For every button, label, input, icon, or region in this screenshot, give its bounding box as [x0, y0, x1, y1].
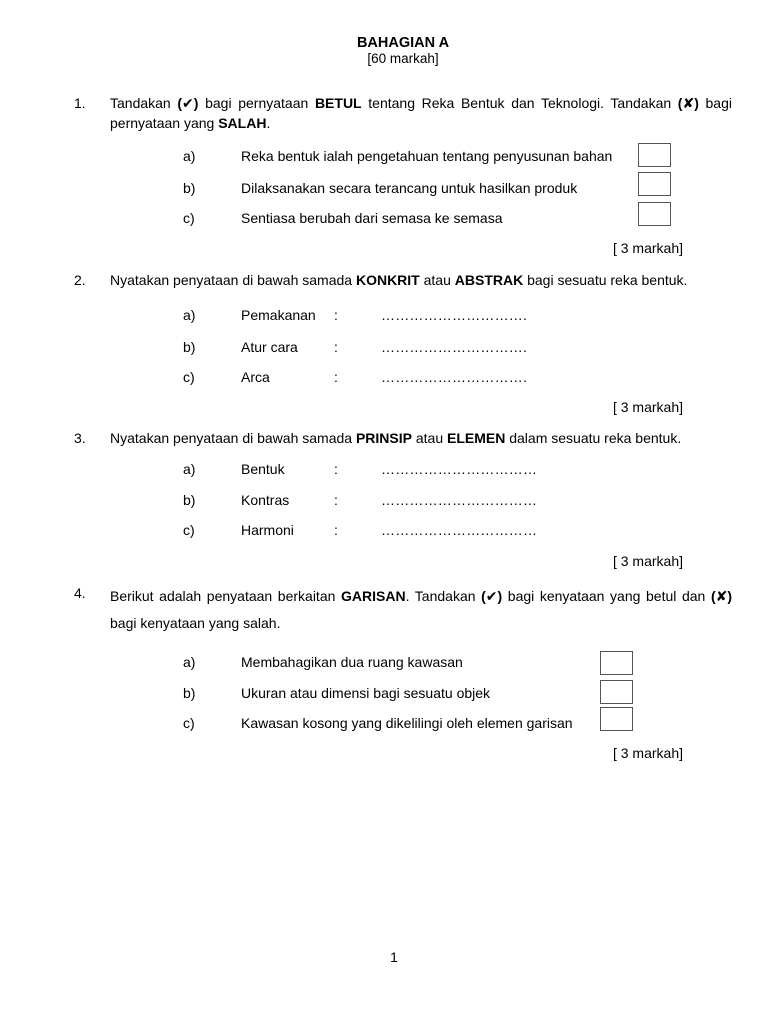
question-4-text: Berikut adalah penyataan berkaitan GARISAN. Tandakan (✔) bagi kenyataan yang betul dan (✘) bagi kenyataan yang salah. — [110, 588, 732, 631]
q2-item-c-colon: : — [334, 369, 338, 385]
q1-item-a-answer-box[interactable] — [638, 143, 671, 167]
q4-item-b-text: Ukuran atau dimensi bagi sesuatu objek — [241, 685, 491, 701]
q3-item-a-letter: a) — [183, 461, 196, 477]
q1-item-c-text: Sentiasa berubah dari semasa ke semasa — [241, 210, 503, 226]
q2-item-c-answer-line[interactable]: …………………………. — [381, 369, 528, 385]
q4-item-c-answer-box[interactable] — [600, 707, 633, 731]
q2-item-b-colon: : — [334, 339, 338, 355]
q4-item-a-answer-box[interactable] — [600, 651, 633, 675]
q2-item-a-letter: a) — [183, 307, 196, 323]
q4-item-c-text: Kawasan kosong yang dikelilingi oleh elemen garisan — [241, 715, 573, 731]
section-title: BAHAGIAN A — [356, 35, 450, 51]
q1-item-c-letter: c) — [183, 210, 195, 226]
q4-item-b-answer-box[interactable] — [600, 680, 633, 704]
q3-item-b-answer-line[interactable]: …………………………… — [381, 492, 538, 508]
q3-item-c-text: Harmoni — [241, 522, 294, 538]
q3-item-b-letter: b) — [183, 492, 196, 508]
question-1-number: 1. — [74, 95, 86, 111]
q3-marks: [ 3 markah] — [612, 553, 683, 569]
q3-item-b-colon: : — [334, 492, 338, 508]
q1-item-b-text: Dilaksanakan secara terancang untuk hasilkan produk — [241, 180, 578, 196]
q3-item-c-colon: : — [334, 522, 338, 538]
question-4-number: 4. — [74, 585, 86, 601]
q2-item-a-answer-line[interactable]: …………………………. — [381, 307, 528, 323]
q3-item-a-colon: : — [334, 461, 338, 477]
q1-marks: [ 3 markah] — [612, 240, 683, 256]
question-3-text: Nyatakan penyataan di bawah samada PRINSIP atau ELEMEN dalam sesuatu reka bentuk. — [110, 430, 682, 446]
q3-item-c-letter: c) — [183, 522, 195, 538]
q2-item-b-answer-line[interactable]: …………………………. — [381, 339, 528, 355]
q1-item-a-letter: a) — [183, 148, 196, 164]
page-number: 1 — [390, 949, 398, 965]
q4-item-a-letter: a) — [183, 654, 196, 670]
q2-item-b-text: Atur cara — [241, 339, 298, 355]
q4-marks: [ 3 markah] — [612, 745, 683, 761]
question-2-number: 2. — [74, 272, 86, 288]
q1-item-a-text: Reka bentuk ialah pengetahuan tentang penyusunan bahan — [241, 148, 613, 164]
question-1-text: Tandakan (✔) bagi pernyataan BETUL tentang Reka Bentuk dan Teknologi. Tandakan (✘) bagi pernyataan yang SALAH. — [110, 95, 732, 131]
q1-item-b-answer-box[interactable] — [638, 172, 671, 196]
q2-item-a-text: Pemakanan — [241, 307, 316, 323]
q3-item-a-text: Bentuk — [241, 461, 285, 477]
q2-marks: [ 3 markah] — [612, 399, 683, 415]
q3-item-b-text: Kontras — [241, 492, 290, 508]
q3-item-a-answer-line[interactable]: …………………………… — [381, 461, 538, 477]
q2-item-b-letter: b) — [183, 339, 196, 355]
q1-item-b-letter: b) — [183, 180, 196, 196]
q4-item-b-letter: b) — [183, 685, 196, 701]
q2-item-c-text: Arca — [241, 369, 270, 385]
q4-item-c-letter: c) — [183, 715, 195, 731]
section-total-marks: [60 markah] — [367, 51, 439, 66]
q1-item-c-answer-box[interactable] — [638, 202, 671, 226]
question-3-number: 3. — [74, 430, 86, 446]
question-2-text: Nyatakan penyataan di bawah samada KONKRIT atau ABSTRAK bagi sesuatu reka bentuk. — [110, 272, 688, 288]
q2-item-c-letter: c) — [183, 369, 195, 385]
q4-item-a-text: Membahagikan dua ruang kawasan — [241, 654, 463, 670]
q3-item-c-answer-line[interactable]: …………………………… — [381, 522, 538, 538]
q2-item-a-colon: : — [334, 307, 338, 323]
